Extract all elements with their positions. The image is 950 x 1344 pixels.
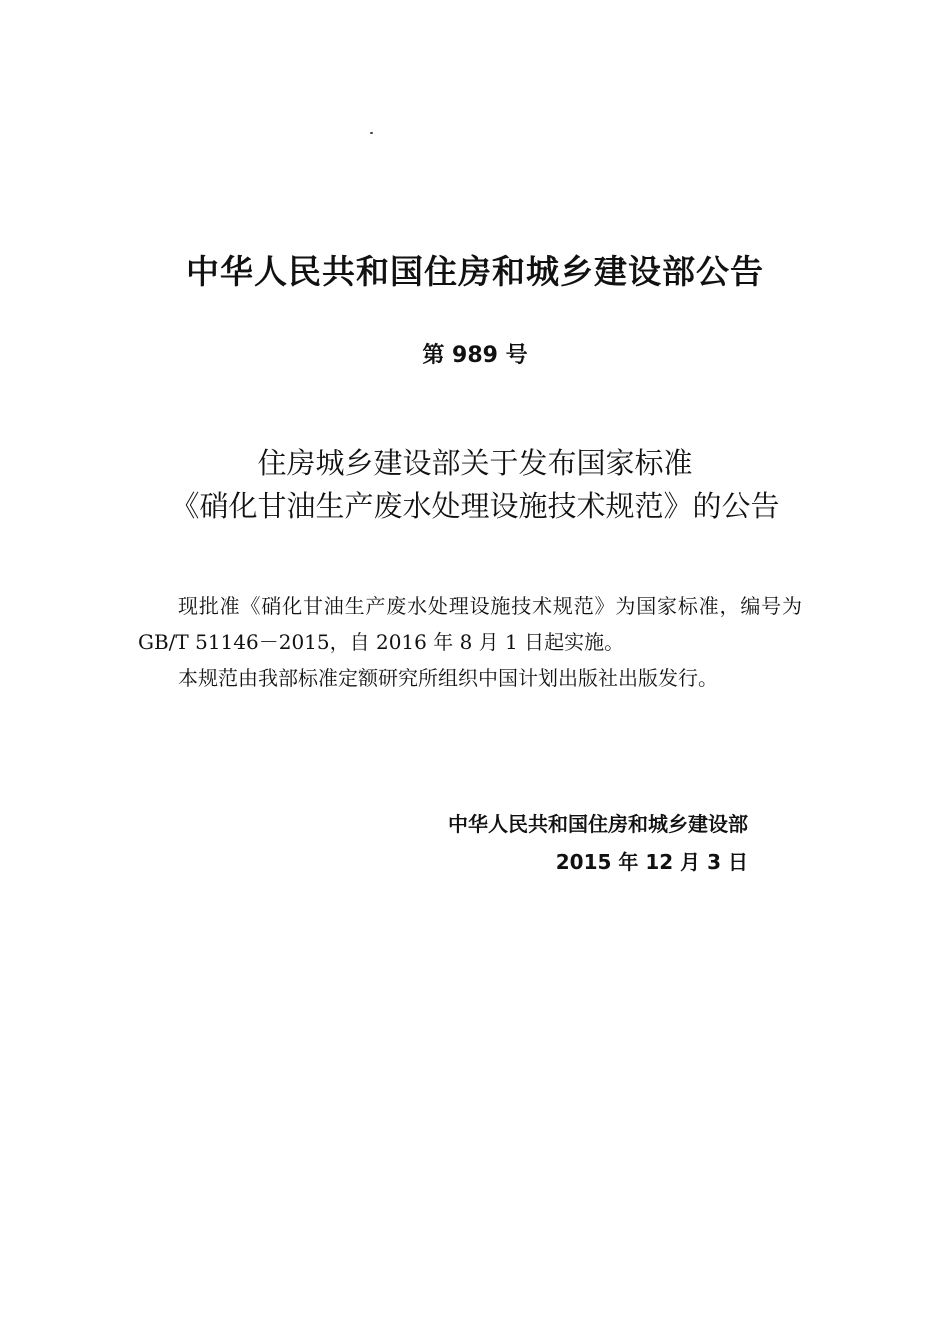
body-paragraph-approval: 现批准《硝化甘油生产废水处理设施技术规范》为国家标准，编号为 GB/T 51146－2015，自 2016 年 8 月 1 日起实施。 <box>138 594 802 654</box>
announcement-number: 第 989 号 <box>422 343 528 368</box>
announcement-body <box>138 588 802 696</box>
subject-line-2: 《硝化甘油生产废水处理设施技术规范》的公告 <box>170 489 780 523</box>
announcement-title: 中华人民共和国住房和城乡建设部公告 <box>186 252 764 291</box>
issue-date: 2015 年 12 月 3 日 <box>555 850 748 874</box>
issuing-organization: 中华人民共和国住房和城乡建设部 <box>448 812 748 836</box>
subject-line-1: 住房城乡建设部关于发布国家标准 <box>257 446 693 480</box>
body-paragraph-publication: 本规范由我部标准定额研究所组织中国计划出版社出版发行。 <box>178 666 718 690</box>
scan-speck <box>370 132 373 134</box>
